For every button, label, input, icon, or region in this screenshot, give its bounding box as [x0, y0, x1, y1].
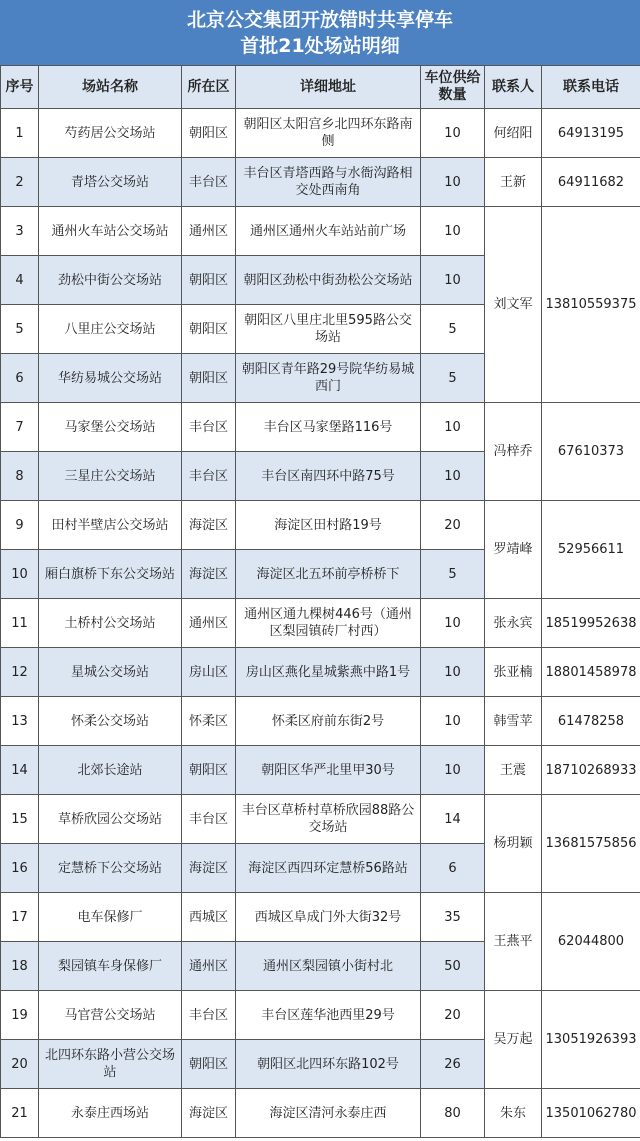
cell-address: 海淀区田村路19号 [236, 501, 421, 550]
cell-district: 通州区 [182, 942, 236, 991]
cell-no: 2 [1, 158, 39, 207]
cell-phone: 64911682 [542, 158, 640, 207]
cell-contact: 王燕平 [485, 893, 542, 991]
table-row [1, 207, 640, 256]
table-row [1, 746, 640, 795]
cell-address: 怀柔区府前东街2号 [236, 697, 421, 746]
cell-name: 劲松中街公交场站 [39, 256, 182, 305]
cell-address: 朝阳区八里庄北里595路公交场站 [236, 305, 421, 354]
cell-no: 12 [1, 648, 39, 697]
cell-address: 丰台区马家堡路116号 [236, 403, 421, 452]
cell-contact: 冯梓乔 [485, 403, 542, 501]
cell-no: 5 [1, 305, 39, 354]
cell-address: 丰台区南四环中路75号 [236, 452, 421, 501]
cell-phone: 18519952638 [542, 599, 640, 648]
cell-spaces: 10 [421, 697, 485, 746]
cell-address: 通州区通九棵树446号（通州区梨园镇砖厂村西） [236, 599, 421, 648]
cell-name: 定慧桥下公交场站 [39, 844, 182, 893]
cell-no: 21 [1, 1089, 39, 1138]
cell-no: 6 [1, 354, 39, 403]
cell-no: 10 [1, 550, 39, 599]
cell-spaces: 10 [421, 599, 485, 648]
cell-name: 马官营公交场站 [39, 991, 182, 1040]
cell-no: 14 [1, 746, 39, 795]
cell-no: 1 [1, 109, 39, 158]
table-row [1, 1089, 640, 1138]
cell-address: 通州区通州火车站站前广场 [236, 207, 421, 256]
cell-spaces: 5 [421, 550, 485, 599]
cell-no: 7 [1, 403, 39, 452]
header-contact: 联系人 [485, 66, 542, 109]
cell-contact: 罗靖峰 [485, 501, 542, 599]
table-row [1, 795, 640, 844]
cell-spaces: 10 [421, 403, 485, 452]
cell-phone: 67610373 [542, 403, 640, 501]
cell-address: 西城区阜成门外大街32号 [236, 893, 421, 942]
table-row [1, 648, 640, 697]
cell-contact: 吴万起 [485, 991, 542, 1089]
table-row [1, 893, 640, 942]
header-spaces: 车位供给数量 [421, 66, 485, 109]
cell-phone: 52956611 [542, 501, 640, 599]
cell-name: 电车保修厂 [39, 893, 182, 942]
cell-contact: 何绍阳 [485, 109, 542, 158]
cell-contact: 刘文军 [485, 207, 542, 403]
title-line-1: 北京公交集团开放错时共享停车 [186, 8, 453, 31]
cell-address: 朝阳区华严北里甲30号 [236, 746, 421, 795]
cell-spaces: 6 [421, 844, 485, 893]
cell-address: 通州区梨园镇小街村北 [236, 942, 421, 991]
cell-name: 北郊长途站 [39, 746, 182, 795]
cell-name: 梨园镇车身保修厂 [39, 942, 182, 991]
cell-spaces: 10 [421, 746, 485, 795]
cell-name: 厢白旗桥下东公交场站 [39, 550, 182, 599]
cell-contact: 张亚楠 [485, 648, 542, 697]
cell-name: 三星庄公交场站 [39, 452, 182, 501]
cell-name: 星城公交场站 [39, 648, 182, 697]
cell-district: 海淀区 [182, 1089, 236, 1138]
cell-phone: 18710268933 [542, 746, 640, 795]
cell-name: 马家堡公交场站 [39, 403, 182, 452]
cell-spaces: 35 [421, 893, 485, 942]
header-name: 场站名称 [39, 66, 182, 109]
cell-district: 通州区 [182, 207, 236, 256]
cell-district: 朝阳区 [182, 1040, 236, 1089]
cell-no: 9 [1, 501, 39, 550]
cell-spaces: 20 [421, 501, 485, 550]
cell-no: 8 [1, 452, 39, 501]
cell-address: 海淀区清河永泰庄西 [236, 1089, 421, 1138]
cell-phone: 13501062780 [542, 1089, 640, 1138]
cell-address: 朝阳区北四环东路102号 [236, 1040, 421, 1089]
cell-district: 朝阳区 [182, 354, 236, 403]
table-title [0, 0, 640, 65]
cell-contact: 韩雪苹 [485, 697, 542, 746]
header-address: 详细地址 [236, 66, 421, 109]
cell-address: 海淀区北五环前亭桥桥下 [236, 550, 421, 599]
cell-no: 13 [1, 697, 39, 746]
cell-address: 丰台区莲华池西里29号 [236, 991, 421, 1040]
cell-no: 16 [1, 844, 39, 893]
cell-name: 怀柔公交场站 [39, 697, 182, 746]
cell-district: 丰台区 [182, 452, 236, 501]
cell-district: 海淀区 [182, 501, 236, 550]
cell-contact: 张永宾 [485, 599, 542, 648]
cell-no: 15 [1, 795, 39, 844]
cell-spaces: 5 [421, 305, 485, 354]
cell-no: 17 [1, 893, 39, 942]
cell-district: 丰台区 [182, 403, 236, 452]
cell-phone: 13810559375 [542, 207, 640, 403]
cell-address: 房山区燕化星城紫燕中路1号 [236, 648, 421, 697]
cell-name: 华纺易城公交场站 [39, 354, 182, 403]
cell-phone: 13051926393 [542, 991, 640, 1089]
cell-name: 八里庄公交场站 [39, 305, 182, 354]
cell-address: 朝阳区青年路29号院华纺易城西门 [236, 354, 421, 403]
cell-district: 丰台区 [182, 158, 236, 207]
cell-spaces: 10 [421, 109, 485, 158]
cell-spaces: 10 [421, 207, 485, 256]
cell-spaces: 5 [421, 354, 485, 403]
title-line-2: 首批21处场站明细 [240, 34, 400, 57]
cell-no: 18 [1, 942, 39, 991]
cell-contact: 王震 [485, 746, 542, 795]
cell-phone: 18801458978 [542, 648, 640, 697]
cell-name: 青塔公交场站 [39, 158, 182, 207]
cell-name: 土桥村公交场站 [39, 599, 182, 648]
cell-spaces: 80 [421, 1089, 485, 1138]
cell-address: 丰台区草桥村草桥欣园88路公交场站 [236, 795, 421, 844]
cell-spaces: 10 [421, 158, 485, 207]
cell-district: 朝阳区 [182, 305, 236, 354]
cell-no: 11 [1, 599, 39, 648]
table-row [1, 697, 640, 746]
cell-district: 通州区 [182, 599, 236, 648]
cell-contact: 杨玥颖 [485, 795, 542, 893]
cell-phone: 61478258 [542, 697, 640, 746]
cell-contact: 王新 [485, 158, 542, 207]
table-row [1, 109, 640, 158]
cell-phone: 64913195 [542, 109, 640, 158]
cell-district: 海淀区 [182, 844, 236, 893]
cell-district: 怀柔区 [182, 697, 236, 746]
cell-name: 草桥欣园公交场站 [39, 795, 182, 844]
header-no: 序号 [1, 66, 39, 109]
cell-no: 19 [1, 991, 39, 1040]
cell-spaces: 10 [421, 452, 485, 501]
cell-address: 丰台区青塔西路与水衙沟路相交处西南角 [236, 158, 421, 207]
cell-district: 海淀区 [182, 550, 236, 599]
header-row [1, 66, 640, 109]
cell-spaces: 50 [421, 942, 485, 991]
cell-contact: 朱东 [485, 1089, 542, 1138]
cell-name: 芍药居公交场站 [39, 109, 182, 158]
cell-no: 3 [1, 207, 39, 256]
cell-phone: 62044800 [542, 893, 640, 991]
cell-spaces: 10 [421, 648, 485, 697]
cell-spaces: 26 [421, 1040, 485, 1089]
cell-district: 朝阳区 [182, 109, 236, 158]
cell-no: 4 [1, 256, 39, 305]
cell-name: 田村半壁店公交场站 [39, 501, 182, 550]
cell-spaces: 20 [421, 991, 485, 1040]
header-district: 所在区 [182, 66, 236, 109]
table-row [1, 403, 640, 452]
cell-address: 朝阳区劲松中街劲松公交场站 [236, 256, 421, 305]
cell-name: 北四环东路小营公交场站 [39, 1040, 182, 1089]
cell-address: 朝阳区太阳宫乡北四环东路南侧 [236, 109, 421, 158]
cell-district: 丰台区 [182, 991, 236, 1040]
cell-name: 永泰庄西场站 [39, 1089, 182, 1138]
cell-spaces: 14 [421, 795, 485, 844]
cell-district: 西城区 [182, 893, 236, 942]
cell-name: 通州火车站公交场站 [39, 207, 182, 256]
cell-address: 海淀区西四环定慧桥56路站 [236, 844, 421, 893]
cell-district: 朝阳区 [182, 256, 236, 305]
cell-district: 丰台区 [182, 795, 236, 844]
table-body [1, 109, 640, 1138]
table-row [1, 501, 640, 550]
cell-spaces: 10 [421, 256, 485, 305]
cell-district: 朝阳区 [182, 746, 236, 795]
cell-phone: 13681575856 [542, 795, 640, 893]
cell-district: 房山区 [182, 648, 236, 697]
table-row [1, 158, 640, 207]
table-row [1, 991, 640, 1040]
header-phone: 联系电话 [542, 66, 640, 109]
stations-table [0, 65, 640, 1138]
cell-no: 20 [1, 1040, 39, 1089]
table-row [1, 599, 640, 648]
